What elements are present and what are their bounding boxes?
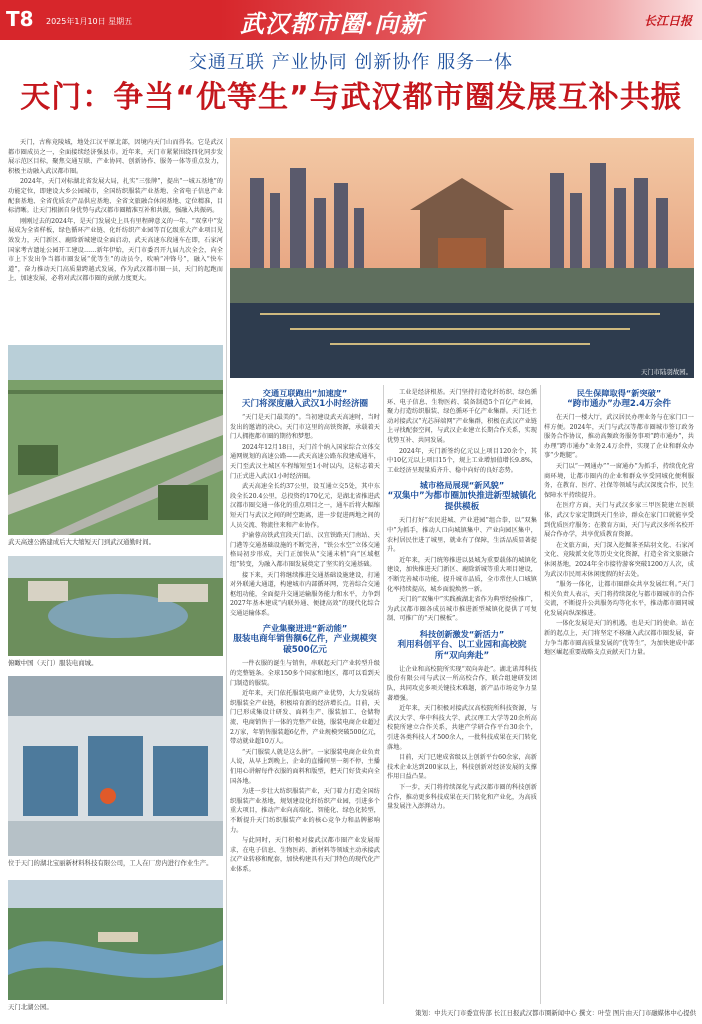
- highway-photo: [8, 345, 223, 535]
- river-photo: [8, 880, 223, 1000]
- paragraph: 一件衣服的诞生与销售，串联起天门产业转型升级的完整链条。全球150多个国家和地区，都可以看到天门制造的服装。: [230, 660, 380, 687]
- city-title: 城市格局展现“新风貌”: [419, 480, 505, 491]
- city-photo-caption: 天门市陆羽故园。: [640, 368, 692, 376]
- paragraph: 天门打好“农民进城、产业进园”组合拳，以“双集中”为抓手，推动人口向城镇集中、产业向园区集中，农村居民住进了城里，就业有了保障，生活品质显著提升。: [387, 517, 537, 554]
- park-photo-caption: 俯瞰中国（天门）服装电商城。: [8, 659, 98, 667]
- transport-subtitle: 天门将深度融入武汉1小时经济圈: [241, 399, 369, 409]
- paragraph: 近年来，天门积极对接武汉高校院所科技资源，与武汉大学、华中科技大学、武汉理工大学等20余所高校院所建立合作关系，共建产学研合作平台30余个，引进各类科技人才500余人，一批科技成果在天门转化落地。: [387, 705, 537, 751]
- paragraph: 天门的“双集中”实践被湖北省作为典型经验推广，为武汉都市圈各成员城市推进新型城镇化提供了可复制、可推广的“天门模板”。: [387, 596, 537, 623]
- paragraph: 接下来，天门将继续推进交通基础设施建设，打通对外联通大通道，构建城市内部循环网，完善综合交通枢纽功能，全面提升交通运输服务能力和水平，力争到2027年基本建成“内联外通、便捷高效”的现代化综合交通运输体系。: [230, 571, 380, 617]
- lead-paragraph: 2024年，天门对标湖北省发展大局，扎实“三张牌”，提出“一城五基地”的功能定位，即建设大乡公园城市，全国纺织服装产业基地、全省电子信息产业配套基地、全省优质农产品供应基地、全省文旅融合休闲基地、定位精准，目标清晰。让天门根据自身优势与武汉都市圈精准互补和共振，强融入共振码。: [8, 178, 223, 215]
- paragraph: 2024年，天门新签约亿元以上项目120余个，其中10亿元以上项目15个，规上工业增加值增长9.8%，工业经济呈现量质齐升、稳中向好的良好态势。: [387, 447, 537, 474]
- highway-photo-caption: 武天高速公路建成后大大缩短天门到武汉通勤时间。: [8, 538, 155, 546]
- transport-title: 交通互联跑出“加速度”: [262, 388, 348, 398]
- paragraph: 下一步，天门将持续深化与武汉都市圈的科技创新合作，推动更多科技成果在天门转化和产业化，为高质量发展注入澎湃动力。: [387, 784, 537, 811]
- column-city-innovation: [387, 388, 537, 1004]
- paragraph: 在医疗方面，天门与武汉多家三甲医院建立医联体，武汉专家定期到天门坐诊，群众在家门口就能享受到优质医疗服务；在教育方面，天门与武汉多所名校开展合作办学，共享优质教育资源。: [544, 502, 694, 539]
- industry-subtitle: 服装电商年销售额6亿件，产业规模突破500亿元: [233, 634, 377, 656]
- paragraph: 与此同时，天门积极对接武汉都市圈产业发展需求，在电子信息、生物医药、新材料等领域主动承接武汉产业转移和配套，加快构建具有天门特色的现代化产业体系。: [230, 837, 380, 873]
- city-subtitle: “双集中”为都市圈加快推进新型城镇化提供模板: [387, 491, 537, 513]
- newspaper-logo: 长江日报: [643, 14, 692, 28]
- paragraph: 在文旅方面，天门深入挖掘茶圣陆羽文化、石家河文化、竟陵派文化等历史文化资源，打造全省文旅融合休闲基地，2024年全市接待游客突破1200万人次，成为武汉市民周末休闲度假的好去处。: [544, 541, 694, 578]
- lead-paragraph: 天门，古称竟陵城，地处江汉平原北部，因境内天门山而得名。它是武汉都市圈成员之一，全面接续经济强县市。近年来，天门市紧紧围绕四化同步发展示范区目标，聚焦交通互联、产业协同、创新协作、服务一体等重点发力，积极主动融入武汉都市圈。: [8, 139, 223, 175]
- lead-text: [8, 138, 223, 338]
- innovation-subtitle: 利用科创平台、以工业园和高校院所“双向奔赴”: [397, 639, 527, 661]
- paragraph: 目前，天门已建成省级以上创新平台60余家，高新技术企业达到200家以上，科技创新对经济发展的支撑作用日益凸显。: [387, 754, 537, 781]
- paragraph: “天门服装人就是这么拼”。一家服装电商企业负责人说，从早上到晚上，企业的直播间里一刻不停，主播们用心讲解每件衣服的面料和版型，把天门好货卖向全国各地。: [230, 748, 380, 785]
- city-photo: [230, 138, 694, 378]
- paragraph: 天门以“一网通办”“一窗通办”为抓手，持续优化营商环境，让都市圈内的企业和群众享受同城化便利服务，在教育、医疗、社保等领域与武汉深度合作，民生保障水平持续提升。: [544, 462, 694, 499]
- paragraph: 一体化发展是天门的机遇，也是天门的使命。站在新的起点上，天门将坚定不移融入武汉都市圈发展，奋力争当都市圈高质量发展的“优等生”，为加快建成中部地区崛起重要战略支点贡献天门力量。: [544, 620, 694, 657]
- industry-title: 产业集聚迸进“新动能”: [262, 623, 348, 634]
- headline: 天门：争当“优等生”与武汉都市圈发展互补共振: [20, 80, 682, 115]
- paragraph: 武天高速全长约37公里，设互通立交5处，其中东段全长20.4公里，总投资约170亿元，是湖北省推进武汉都市圈交通一体化的重点项目之一，通车后将大幅缩短天门与武汉之间的时空距离，进一步促进两地之间的人员交流、物流往来和产业协作。: [230, 483, 380, 529]
- column-transport-industry: [230, 388, 380, 1004]
- page-number: T8: [6, 7, 34, 31]
- paragraph: “服务一体化，让都市圈群众共享发展红利。”天门相关负责人表示，天门将持续深化与都市圈城市的合作交流，不断提升公共服务均等化水平，推动都市圈同城化发展向纵深推进。: [544, 581, 694, 617]
- masthead: [0, 0, 702, 40]
- park-photo: [8, 556, 223, 656]
- section-title: 武汉都市圈·向新: [240, 9, 425, 38]
- lead-paragraph: 刚刚过去的2024年，是天门发展史上具有里程碑意义的一年。“双拿中”发展成为全省样板，绿色循环产业链、化纤纺织产业园等百亿级重大产业项目见效发力，天门新区、鹿除新城建设全面启动，武天高速东段通车在即，石家河国家考古遗址公园开工建设……新年伊始，天门市委召开九届九次全会，向全市上下发出争当都市圈发展“优等生”的动员令，吹响“冲锋号”，融入“快车道”，奋力推动天门高质量跨越式发展，作为武汉都市圈一员，天门的起跑而上，加速发展，必将对武汉都市圈的贡献力度更大。: [8, 217, 223, 283]
- paragraph: 2024年12月18日，天门首个纳入国家综合立体交通网规划的高速公路——武天高速公路东段建成通车，天门至武汉主城区车程缩短至1小时以内，这标志着天门正式进入武汉1小时经济圈。: [230, 443, 380, 480]
- credits-footer: 策划：中共天门市委宣传部 长江日报武汉都市圈新闻中心 撰文：叶莹 图片由天门市融媒体中心提供: [415, 1009, 696, 1017]
- paragraph: 在天门一楼大厅，武汉居民办理业务与在家门口一样方便。2024年，天门与武汉等都市圈城市签订政务服务合作协议，推动高频政务服务事项“跨市通办”，共办理“跨市通办”业务2.4万余件，实现了企业和群众办事“少跑腿”。: [544, 414, 694, 460]
- paragraph: 让企业和高校院所实现“双向奔赴”。湖北诺邦科技股份有限公司与武汉一所高校合作，联合组建研发团队，共同攻克多项关键技术难题，新产品市场竞争力显著增强。: [387, 665, 537, 702]
- paragraph: 近年来，天门依托服装电商产业优势，大力发展纺织服装全产业链，积极培育新的经济增长点。目前，天门已形成集设计研发、面料生产、服装加工、仓储物流、电商销售于一体的完整产业链，服装电商企业超过2万家，年销售服装超6亿件，产业规模突破500亿元，带动就业超10万人。: [230, 690, 380, 746]
- river-photo-caption: 天门北湖公园。: [8, 1003, 53, 1011]
- paragraph: 为进一步壮大纺织服装产业，天门着力打造全国纺织服装产业基地，规划建设化纤纺织产业园，引进多个重大项目，推动产业向高端化、智能化、绿色化转型，不断提升天门纺织服装产业的核心竞争力和品牌影响力。: [230, 788, 380, 834]
- column-rule: [383, 385, 384, 1004]
- innovation-title: 科技创新激发“新活力”: [419, 628, 505, 639]
- column-service: [544, 388, 694, 1004]
- column-rule: [226, 138, 227, 1004]
- issue-date: 2025年1月10日 星期五: [46, 17, 133, 26]
- paragraph: 近年来，天门统筹推进以县城为重要载体的城镇化建设，加快推进天门新区、鹿除新城等重大项目建设，不断完善城市功能，提升城市品质，全市常住人口城镇化率持续提高，城乡面貌焕然一新。: [387, 556, 537, 593]
- paragraph: 工业是经济根基。天门坚持打造化纤纺织、绿色循环、电子信息、生物医药、装备制造5个百亿产业园，聚力打造纺织服装、绿色循环千亿产业集群。天门还主动对接武汉“光芯屏端网”产业集群，积极在武汉产业链上寻找配套空间，与武汉企业建立长期合作关系，实现优势互补、共同发展。: [387, 389, 537, 444]
- service-title: 民生保障取得“新突破”: [576, 388, 662, 398]
- factory-photo: [8, 676, 223, 856]
- service-subtitle: “跨市通办”办理2.4万余件: [567, 399, 671, 409]
- kicker: 交通互联 产业协同 创新协作 服务一体: [188, 52, 514, 73]
- factory-photo-caption: 位于天门的湖北宝丽新材料科技有限公司，工人在厂房内进行作业生产。: [8, 859, 213, 867]
- paragraph: “天门是天门最美的”。当初建设武天高速时，当时发出的邀请的决心。天门市这里的高铁资源，承载着天门人拥抱都市圈的期待和梦想。: [230, 414, 380, 441]
- paragraph: 沪渝蓉高铁武宜段天门站、汉宜铁路天门南站、天门港等交通基础设施的不断完善，“铁公水空”立体交通格局初步形成，天门正加快从“交通末梢”向“区域枢纽”转变，为融入都市圈发展奠定了坚实的交通基础。: [230, 532, 380, 568]
- column-rule: [540, 385, 541, 1004]
